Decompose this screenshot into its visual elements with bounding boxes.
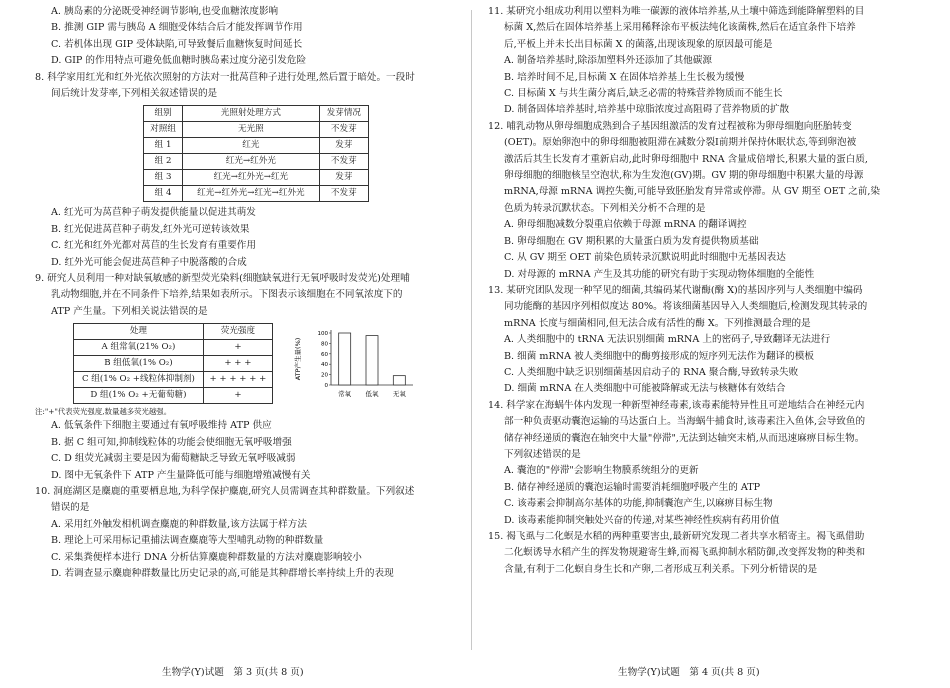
q9-stem-line3: ATP 产生量。下列相关说法错误的是 <box>51 305 208 317</box>
table-header-row <box>74 324 273 340</box>
table-row <box>74 340 273 356</box>
table-cell: 红光→红外光→红光→红外光 <box>183 186 320 202</box>
q14-stem-line4: 下列叙述错误的是 <box>504 448 581 460</box>
table-row <box>74 372 273 388</box>
table-row <box>74 356 273 372</box>
question-10 <box>35 484 455 582</box>
q14-stem-line2: 部一种负责驱动囊泡运输的马达蛋白上。当海蜗牛捕食时,该毒素注入鱼体,会导致鱼的 <box>504 416 866 428</box>
q14-stem-line3: 储存神经递质的囊泡在轴突中大量"停滞",无法到达轴突末梢,从而迅速麻痹目标生物。 <box>504 432 865 444</box>
q14-option-c: C. 该毒素会抑制高尔基体的功能,抑制囊泡产生,以麻痹目标生物 <box>504 498 773 510</box>
table-cell: B 组低氧(1% O₂) <box>74 356 204 372</box>
q12-option-b: B. 卵母细胞在 GV 期积累的大量蛋白质为发育提供物质基础 <box>504 235 759 247</box>
q14-stem-line1: 14. 科学家在海蜗牛体内发现一种新型神经毒素,该毒素能特异性且可逆地结合在神经元内 <box>488 399 865 411</box>
q9-option-a: A. 低氧条件下细胞主要通过有氧呼吸维持 ATP 供应 <box>51 420 272 432</box>
q7-option-b: B. 推测 GIP 需与胰岛 A 细胞受体结合后才能发挥调节作用 <box>51 22 303 34</box>
q15-stem-line3: 含量,有利于二化螟自身生长和产卵,二者形成互利关系。下列分析错误的是 <box>504 563 818 575</box>
left-page <box>35 4 455 582</box>
table-row <box>144 138 369 154</box>
table-cell: 红光→红外光 <box>183 154 320 170</box>
q11-option-b: B. 培养时间不足,目标菌 X 在固体培养基上生长极为缓慢 <box>504 71 745 83</box>
table-row <box>144 170 369 186</box>
table-header: 荧光强度 <box>203 324 272 340</box>
q13-option-c: C. 人类细胞中缺乏识别细菌基因启动子的 RNA 聚合酶,导致转录失败 <box>504 366 799 378</box>
q14-option-a: A. 囊泡的"停滞"会影响生物膜系统组分的更新 <box>504 465 699 477</box>
q10-stem-line2: 错误的是 <box>51 502 90 514</box>
table-note: 注:"+"代表荧光强度,数量越多荧光越强。 <box>35 407 172 417</box>
q13-option-d: D. 细菌 mRNA 在人类细胞中可能被降解或无法与核糖体有效结合 <box>504 383 786 395</box>
q12-stem-line5: mRNA,母源 mRNA 调控失衡,可能导致胚胎发育异常或停滞。从 GV 期至 OET 之前,染 <box>504 186 881 198</box>
table-cell: 红光→红外光→红光 <box>183 170 320 186</box>
table-cell: + <box>203 340 272 356</box>
table-cell: A 组常氧(21% O₂) <box>74 340 204 356</box>
q12-option-d: D. 对母源的 mRNA 产生及其功能的研究有助于实现动物体细胞的全能性 <box>504 268 815 280</box>
y-tick-label: 20 <box>321 372 328 379</box>
q7-option-c: C. 若机体出现 GIP 受体缺陷,可导致餐后血糖恢复时间延长 <box>51 38 303 50</box>
table-cell: 无光照 <box>183 122 320 138</box>
page-divider <box>471 10 472 650</box>
q15-stem-line1: 15. 褐飞虱与二化螟是水稻的两种重要害虫,最新研究发现二者共享水稻寄主。褐飞虱借助 <box>488 531 865 542</box>
table-cell: 发芽 <box>319 138 368 154</box>
question-8 <box>35 70 455 271</box>
table-header-row <box>144 106 369 122</box>
q7-option-d: D. GIP 的作用特点可避免低血糖时胰岛素过度分泌引发危险 <box>51 55 307 67</box>
table-header: 组别 <box>144 106 183 122</box>
table-cell: 对照组 <box>144 122 183 138</box>
q13-option-a: A. 人类细胞中的 tRNA 无法识别细菌 mRNA 上的密码子,导致翻译无法进行 <box>504 334 831 346</box>
q12-stem-line2: (OET)。原始卵泡中的卵母细胞被阻滞在减数分裂Ⅰ前期并保持休眠状态,等到卵泡被 <box>504 137 857 149</box>
table-cell: 不发芽 <box>319 122 368 138</box>
table-cell: + + + + + + <box>203 372 272 388</box>
q10-option-d: D. 若调查显示麋鹿种群数量比历史记录的高,可能是其种群增长率持续上升的表现 <box>51 567 394 579</box>
q11-stem-line2: 标菌 X,然后在固体培养基上采用稀释涂布平板法纯化该菌株,然后在适宜条件下培养 <box>504 22 856 34</box>
q9-option-d: D. 图中无氧条件下 ATP 产生量降低可能与细胞增殖减慢有关 <box>51 469 311 481</box>
footer-right: 生物学(Y)试题 第 4 页(共 8 页) <box>618 667 760 678</box>
q9-option-b: B. 据 C 组可知,抑制线粒体的功能会使细胞无氧呼吸增强 <box>51 436 292 448</box>
q8-option-b: B. 红光促进莴苣种子萌发,红外光可逆转该效果 <box>51 223 250 235</box>
bar-3 <box>393 376 405 385</box>
q11-option-d: D. 制备固体培养基时,培养基中琼脂浓度过高阻碍了营养物质的扩散 <box>504 104 790 116</box>
table-header: 发芽情况 <box>319 106 368 122</box>
table-cell: 组 1 <box>144 138 183 154</box>
q11-option-a: A. 制备培养基时,除添加塑料外还添加了其他碳源 <box>504 55 712 67</box>
q9-option-c: C. D 组荧光减弱主要是因为葡萄糖缺乏导致无氧呼吸减弱 <box>51 453 296 465</box>
table-cell: + + + <box>203 356 272 372</box>
table-cell: 红光 <box>183 138 320 154</box>
q7-option-a: A. 胰岛素的分泌既受神经调节影响,也受血糖浓度影响 <box>51 6 279 17</box>
x-category-label: 低氧 <box>365 390 379 399</box>
question-11 <box>488 4 920 119</box>
q11-option-c: C. 目标菌 X 与共生菌分离后,缺乏必需的特殊营养物质而不能生长 <box>504 88 783 100</box>
table-row <box>144 122 369 138</box>
question-13 <box>488 283 920 398</box>
q10-stem-line1: 10. 洞庭湖区是麋鹿的重要栖息地,为科学保护麋鹿,研究人员需调查其种群数量。下列叙述 <box>35 485 415 497</box>
y-axis-label: ATP产生量(%) <box>294 337 302 381</box>
right-page <box>488 4 920 578</box>
footer-left: 生物学(Y)试题 第 3 页(共 8 页) <box>162 667 304 678</box>
y-tick-label: 80 <box>321 341 328 348</box>
table-cell: 组 4 <box>144 186 183 202</box>
q12-stem-line1: 12. 哺乳动物从卵母细胞成熟到合子基因组激活的发育过程被称为卵母细胞向胚胎转变 <box>488 120 852 132</box>
q9-stem-line2: 乳动物细胞,并在不同条件下培养,结果如表所示。下图表示该细胞在不同氧浓度下的 <box>51 289 403 301</box>
table-row <box>74 388 273 404</box>
y-tick-label: 60 <box>321 352 328 359</box>
q14-option-b: B. 储存神经递质的囊泡运输时需要消耗细胞呼吸产生的 ATP <box>504 481 761 493</box>
table-cell: C 组(1% O₂ +线粒体抑制剂) <box>74 372 204 388</box>
q11-stem-line3: 后,平板上并未长出目标菌 X 的菌落,出现该现象的原因最可能是 <box>504 38 773 50</box>
q12-option-a: A. 卵母细胞减数分裂重启依赖于母源 mRNA 的翻译调控 <box>504 219 747 231</box>
q14-option-d: D. 该毒素能抑制突触处兴奋的传递,对某些神经性疾病有药用价值 <box>504 514 780 526</box>
q12-stem-line6: 色质为转录沉默状态。下列相关分析不合理的是 <box>504 202 706 214</box>
q9-stem-line1: 9. 研究人员利用一种对缺氧敏感的新型荧光染料(细胞缺氧进行无氧呼吸时发荧光)处理哺 <box>35 273 410 285</box>
table-row <box>144 154 369 170</box>
table-cell: D 组(1% O₂ +无葡萄糖) <box>74 388 204 404</box>
q13-stem-line1: 13. 某研究团队发现一种罕见的细菌,其编码某代谢酶(酶 X)的基因序列与人类细胞中编码 <box>488 284 863 296</box>
y-tick-label: 100 <box>317 331 328 338</box>
q12-option-c: C. 从 GV 期至 OET 前染色质转录沉默说明此时细胞中无基因表达 <box>504 252 786 264</box>
q8-option-c: C. 红光和红外光都对莴苣的生长发育有重要作用 <box>51 240 256 252</box>
q13-option-b: B. 细菌 mRNA 被人类细胞中的酶剪接形成的短序列无法作为翻译的模板 <box>504 350 814 362</box>
table-cell: 组 2 <box>144 154 183 170</box>
q12-stem-line4: 卵母细胞的细胞核呈空泡状,称为生发泡(GV)期。GV 期的卵母细胞中积累大量的母源 <box>504 170 864 182</box>
y-tick-label: 40 <box>321 362 328 369</box>
x-category-label: 常氧 <box>338 390 352 399</box>
question-9 <box>35 271 455 484</box>
table-cell: 组 3 <box>144 170 183 186</box>
q15-stem-line2: 二化螟诱导水稻产生的挥发物规避寄生蜂,而褐飞虱抑制水稻防御,改变挥发物的种类和 <box>504 547 866 559</box>
bar-1 <box>339 333 351 385</box>
q13-stem-line3: mRNA 长度与细菌相同,但无法合成有活性的酶 X。下列推测最合理的是 <box>504 317 811 329</box>
table-cell: 不发芽 <box>319 186 368 202</box>
table-cell: + <box>203 388 272 404</box>
q10-option-b: B. 理论上可采用标记重捕法调查麋鹿等大型哺乳动物的种群数量 <box>51 535 324 547</box>
fluorescence-table <box>73 323 273 404</box>
table-row <box>144 186 369 202</box>
q9-figure <box>73 323 455 404</box>
q7-options <box>35 4 455 70</box>
q10-option-c: C. 采集粪便样本进行 DNA 分析估算麋鹿种群数量的方法对麋鹿影响较小 <box>51 551 362 563</box>
atp-bar-chart <box>291 323 421 403</box>
table-cell: 发芽 <box>319 170 368 186</box>
x-category-label: 无氧 <box>392 390 406 399</box>
q8-option-d: D. 红外光可能会促进莴苣种子中脱落酸的合成 <box>51 256 247 268</box>
table-header: 处理 <box>74 324 204 340</box>
q11-stem-line1: 11. 某研究小组成功利用以塑料为唯一碳源的液体培养基,从土壤中筛选到能降解塑料的目 <box>488 6 865 17</box>
bar-2 <box>366 336 378 385</box>
q10-option-a: A. 采用红外触发相机调查麋鹿的种群数量,该方法属于样方法 <box>51 518 307 530</box>
q12-stem-line3: 激活后其生长发育才重新启动,此时卵母细胞中 RNA 含量成倍增长,积累大量的蛋白质, <box>504 153 868 165</box>
table-header: 光照射处理方式 <box>183 106 320 122</box>
question-14 <box>488 398 920 529</box>
y-tick-label: 0 <box>324 383 328 390</box>
table-cell: 不发芽 <box>319 154 368 170</box>
question-15 <box>488 529 920 578</box>
q8-stem-line2: 间后统计发芽率,下列相关叙述错误的是 <box>51 88 218 100</box>
q8-option-a: A. 红光可为莴苣种子萌发提供能量以促进其萌发 <box>51 207 256 219</box>
q8-stem-line1: 8. 科学家用红光和红外光依次照射的方法对一批莴苣种子进行处理,然后置于暗处。一段时 <box>35 71 415 83</box>
light-treatment-table <box>143 105 369 202</box>
q13-stem-line2: 同功能酶的基因序列相似度达 80%。将该细菌基因导入人类细胞后,检测发现其转录的 <box>504 301 868 313</box>
question-12 <box>488 119 920 283</box>
